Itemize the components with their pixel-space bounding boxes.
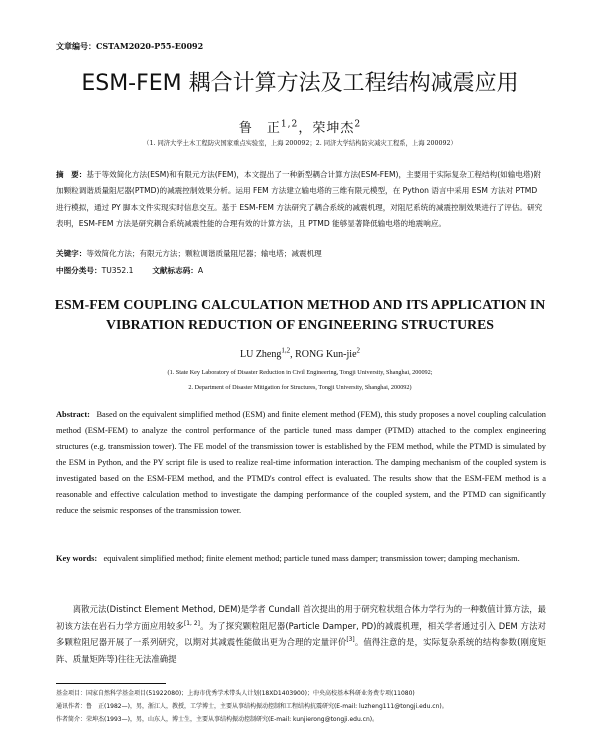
title-chinese: ESM-FEM 耦合计算方法及工程结构减震应用 (81, 71, 519, 96)
abstract-english (56, 407, 546, 519)
keywords-english (56, 551, 546, 567)
author-separator: , (290, 349, 296, 360)
keywords-text: equivalent simplified method; finite element method; particle tuned mass damper; transmission tower; damping mechanism. (103, 554, 520, 563)
abstract-label: Abstract: (56, 410, 90, 419)
affiliation-english-2: 2. Department of Disaster Mitigation for Structures, Tongji University, Shanghai, 200092) (188, 384, 412, 391)
classification-value: TU352.1 (101, 266, 134, 275)
body-text: 离散元法(Distinct Element Method, DEM)是学者 Cundall 首次提出的用于研究粒状组合体力学行为的一种数值计算方法，最初该方法在岩石力学方面应用较多 (56, 604, 546, 631)
abstract-text: 基于等效简化方法(ESM)和有限元方法(FEM)，本文提出了一种新型耦合计算方法(ESM-FEM)，主要用于实际复杂工程结构(如输电塔)附加颗粒调谐质量阻尼器(PTMD)的减震控制效果分析。运用 FEM 方法建立输电塔的三维有限元模型，在 Python 语言中采用 ESM 方法对 PTMD 进行模拟，通过 PY 脚本文件实现实时信息交互。基于 ESM-FEM 方法研究了耦合系统的减震机理，对阻尼系统的减震控制效果进行了评估。研究表明，ESM-FEM 方法是研究耦合系统减震性能的合理有效的计算方法，且 PTMD 能够显著降低输电塔的地震响应。 (56, 170, 543, 228)
abstract-label: 摘 要： (56, 170, 87, 179)
footnote-corresponding-author: 通讯作者：鲁 正(1982—)，男，浙江人，教授，工学博士，主要从事结构振动控制和工程结构抗震研究(E-mail: luzheng111@tongji.edu.cn)。 (56, 703, 448, 710)
author-name: 荣坤杰 (312, 121, 355, 136)
title-english: ESM-FEM COUPLING CALCULATION METHOD AND ITS APPLICATION IN VIBRATION REDUCTION OF ENGINEERING STRUCTURES (54, 297, 546, 332)
document-code-label: 文献标志码： (152, 266, 198, 275)
author-name: LU Zheng (239, 349, 282, 360)
keywords-chinese (56, 248, 546, 259)
abstract-text: Based on the equivalent simplified method (ESM) and finite element method (FEM), this study proposes a novel coupling calculation method (ESM-FEM) to analyze the control performance of the particle tuned mass damper (PTMD) attached to the complex engineering structures (e.g. transmission tower). The FE model of the transmission tower is established by the FEM method, while the PTMD is simulated by the ESM in Python, and the PY script file is used to realize real-time information interaction. The damping mechanism of the coupled system is investigated based on the ESM-FEM method, and the PTMD's control effect is evaluated. The results show that the ESM-FEM method is a reasonable and effective calculation method to investigate the damping performance of the coupled system, and the PTMD can significantly reduce the seismic responses of the transmission tower. (56, 410, 546, 515)
authors-english (0, 346, 600, 360)
keywords-label: 关键字： (56, 249, 87, 258)
citation: [1, 2] (184, 620, 200, 627)
body-paragraph (56, 601, 546, 667)
author-affiliation-marker: 1,2 (280, 119, 299, 130)
footnote-funding: 基金项目：国家自然科学基金项目(51922080)；上海市优秀学术带头人计划(18XD1403900)；中央高校基本科研业务费专项(11080) (56, 690, 415, 697)
keywords-label: Key words: (56, 554, 98, 563)
article-number: 文章编号：CSTAM2020-P55-E0092 (56, 41, 204, 51)
affiliation-chinese: （1. 同济大学土木工程防灾国家重点实验室，上海 200092；2. 同济大学结构防灾减灾工程系，上海 200092） (143, 140, 457, 147)
author-affiliation-marker: 2 (356, 346, 361, 355)
author-name: RONG Kun-jie (295, 349, 357, 360)
body-text: 。为了探究颗粒阻尼器(Particle Damper, PD)的减震机理，相关学者通过引入 DEM 方法对多颗粒阻尼器开展了一系列研究，以期对其减震性能做出更为合理的定量评价 (56, 620, 547, 647)
abstract-chinese (56, 167, 546, 232)
classification-label: 中图分类号： (56, 266, 102, 275)
author-separator: ， (298, 121, 313, 136)
author-affiliation-marker: 2 (354, 119, 362, 130)
author-affiliation-marker: 1,2 (281, 346, 291, 355)
authors-chinese (0, 117, 600, 136)
keywords-text: 等效简化方法；有限元方法；颗粒调谐质量阻尼器；输电塔；减震机理 (86, 249, 322, 258)
classification-line (56, 265, 546, 276)
citation: [3] (346, 637, 355, 644)
affiliation-english-1: (1. State Key Laboratory of Disaster Reduction in Civil Engineering, Tongji University, Shanghai, 200092; (167, 369, 433, 376)
author-name: 鲁 正 (238, 121, 281, 136)
document-code-value: A (197, 266, 204, 275)
body-text: 。值得注意的是，实际复杂系统的结构参数(刚度矩阵、质量矩阵等)往往无法准确提 (56, 637, 546, 664)
footnote-divider (56, 683, 166, 684)
footnote-author-bio: 作者简介：荣坤杰(1993—)，男，山东人，博士生，主要从事结构振动控制研究(E-mail: kunjierong@tongji.edu.cn)。 (56, 716, 379, 723)
